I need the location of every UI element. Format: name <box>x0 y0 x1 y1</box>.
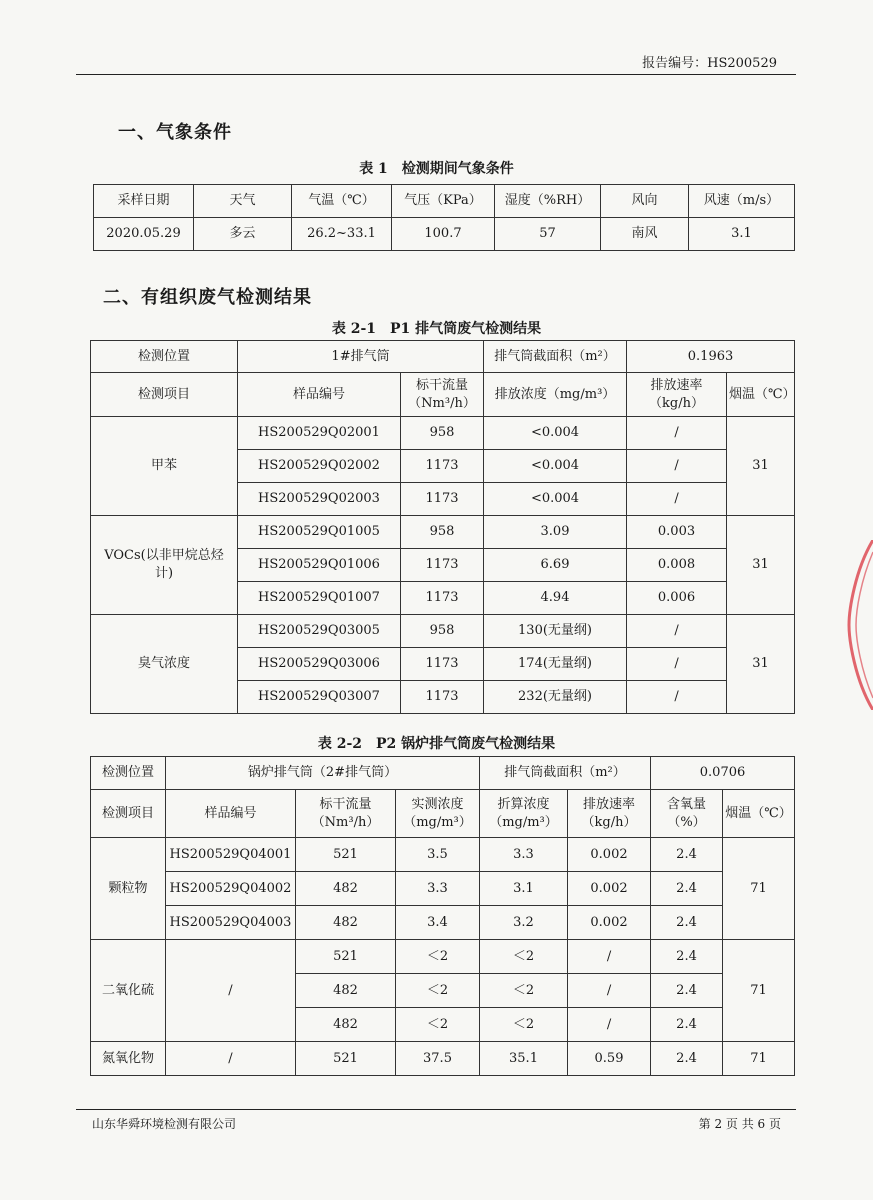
oxygen-value: 2.4 <box>651 940 723 974</box>
p2-item-particulate: 颗粒物 <box>91 838 166 940</box>
measured-value: ＜2 <box>396 974 480 1008</box>
rate-value: / <box>627 615 727 648</box>
weather-data-row <box>94 218 795 251</box>
sample-id: HS200529Q01007 <box>238 582 401 615</box>
rate-value: / <box>627 450 727 483</box>
th-wind-speed: 风速（m/s） <box>689 185 795 218</box>
p2-location-row <box>91 757 795 790</box>
cell-humidity: 57 <box>495 218 601 251</box>
cell-wind-speed: 3.1 <box>689 218 795 251</box>
footer-company: 山东华舜环境检测有限公司 <box>92 1117 237 1131</box>
p1-location-row <box>91 341 795 373</box>
oxygen-value: 2.4 <box>651 1008 723 1042</box>
flow-value: 1173 <box>401 549 484 582</box>
rate-value: / <box>568 1008 651 1042</box>
converted-value: ＜2 <box>480 974 568 1008</box>
rate-value: 0.006 <box>627 582 727 615</box>
sample-id: HS200529Q04003 <box>166 906 296 940</box>
p1-emission-table <box>90 340 795 714</box>
p1-th-temp: 烟温（℃） <box>727 373 795 417</box>
p1-header-row <box>91 373 795 417</box>
p2-temp-nox: 71 <box>723 1042 795 1076</box>
converted-value: ＜2 <box>480 1008 568 1042</box>
p1-th-rate: 排放速率（kg/h） <box>627 373 727 417</box>
cell-weather: 多云 <box>194 218 292 251</box>
p2-th-item: 检测项目 <box>91 790 166 838</box>
rate-value: 0.002 <box>568 838 651 872</box>
rate-value: / <box>627 681 727 714</box>
p2-th-measured: 实测浓度（mg/m³） <box>396 790 480 838</box>
p2-th-sample: 样品编号 <box>166 790 296 838</box>
p2-th-flow: 标干流量（Nm³/h） <box>296 790 396 838</box>
concentration-value: <0.004 <box>484 483 627 516</box>
flow-value: 521 <box>296 1042 396 1076</box>
p1-temp-vocs: 31 <box>727 516 795 615</box>
seal-stamp-fragment <box>847 540 873 710</box>
flow-value: 521 <box>296 838 396 872</box>
p1-temp-odor: 31 <box>727 615 795 714</box>
flow-value: 482 <box>296 872 396 906</box>
th-weather: 天气 <box>194 185 292 218</box>
converted-value: ＜2 <box>480 940 568 974</box>
flow-value: 958 <box>401 417 484 450</box>
table22-caption: 表 2-2 P2 锅炉排气筒废气检测结果 <box>317 736 556 752</box>
flow-value: 958 <box>401 516 484 549</box>
footer-page-number: 第 2 页 共 6 页 <box>698 1117 781 1131</box>
th-date: 采样日期 <box>94 185 194 218</box>
p1-area-label: 排气筒截面积（m²） <box>484 341 627 373</box>
sample-id: HS200529Q03006 <box>238 648 401 681</box>
table-row <box>91 516 795 549</box>
rate-value: 0.59 <box>568 1042 651 1076</box>
sample-id: HS200529Q02003 <box>238 483 401 516</box>
converted-value: 3.2 <box>480 906 568 940</box>
flow-value: 482 <box>296 974 396 1008</box>
rate-value: 0.003 <box>627 516 727 549</box>
concentration-value: 6.69 <box>484 549 627 582</box>
sample-id: HS200529Q04002 <box>166 872 296 906</box>
p2-area-label: 排气筒截面积（m²） <box>480 757 651 790</box>
sample-id: HS200529Q02001 <box>238 417 401 450</box>
table-row <box>91 940 795 974</box>
table-row <box>91 838 795 872</box>
p1-item-toluene: 甲苯 <box>91 417 238 516</box>
section-heading-weather: 一、气象条件 <box>118 122 232 143</box>
sample-id: HS200529Q03007 <box>238 681 401 714</box>
sample-id: HS200529Q01006 <box>238 549 401 582</box>
p1-th-item: 检测项目 <box>91 373 238 417</box>
concentration-value: 232(无量纲) <box>484 681 627 714</box>
p2-item-so2: 二氧化硫 <box>91 940 166 1042</box>
p2-th-rate: 排放速率（kg/h） <box>568 790 651 838</box>
measured-value: 3.5 <box>396 838 480 872</box>
p1-th-flow: 标干流量（Nm³/h） <box>401 373 484 417</box>
table21-caption: 表 2-1 P1 排气筒废气检测结果 <box>331 321 542 337</box>
converted-value: 3.1 <box>480 872 568 906</box>
rate-value: 0.002 <box>568 906 651 940</box>
p1-area-value: 0.1963 <box>627 341 795 373</box>
measured-value: 3.4 <box>396 906 480 940</box>
cell-wind-direction: 南风 <box>601 218 689 251</box>
th-temperature: 气温（℃） <box>292 185 392 218</box>
concentration-value: <0.004 <box>484 450 627 483</box>
oxygen-value: 2.4 <box>651 872 723 906</box>
p2-item-nox: 氮氧化物 <box>91 1042 166 1076</box>
p1-item-vocs: VOCs(以非甲烷总烃计) <box>91 516 238 615</box>
p2-location-value: 锅炉排气筒（2#排气筒） <box>166 757 480 790</box>
p2-sample-so2: / <box>166 940 296 1042</box>
p1-temp-toluene: 31 <box>727 417 795 516</box>
table-row <box>91 417 795 450</box>
p2-location-label: 检测位置 <box>91 757 166 790</box>
flow-value: 521 <box>296 940 396 974</box>
rate-value: 0.002 <box>568 872 651 906</box>
oxygen-value: 2.4 <box>651 906 723 940</box>
p1-item-odor: 臭气浓度 <box>91 615 238 714</box>
footer-rule <box>76 1109 796 1110</box>
weather-header-row <box>94 185 795 218</box>
cell-pressure: 100.7 <box>392 218 495 251</box>
concentration-value: 130(无量纲) <box>484 615 627 648</box>
p2-temp-so2: 71 <box>723 940 795 1042</box>
header-rule <box>76 74 796 75</box>
flow-value: 958 <box>401 615 484 648</box>
p2-header-row <box>91 790 795 838</box>
rate-value: / <box>568 974 651 1008</box>
flow-value: 1173 <box>401 450 484 483</box>
rate-value: 0.008 <box>627 549 727 582</box>
measured-value: ＜2 <box>396 940 480 974</box>
table-row <box>91 615 795 648</box>
rate-value: / <box>627 648 727 681</box>
p2-th-oxygen: 含氧量（%） <box>651 790 723 838</box>
oxygen-value: 2.4 <box>651 838 723 872</box>
th-humidity: 湿度（%RH） <box>495 185 601 218</box>
flow-value: 1173 <box>401 483 484 516</box>
flow-value: 1173 <box>401 582 484 615</box>
sample-id: HS200529Q02002 <box>238 450 401 483</box>
converted-value: 3.3 <box>480 838 568 872</box>
concentration-value: <0.004 <box>484 417 627 450</box>
p2-area-value: 0.0706 <box>651 757 795 790</box>
measured-value: 3.3 <box>396 872 480 906</box>
rate-value: / <box>568 940 651 974</box>
concentration-value: 4.94 <box>484 582 627 615</box>
cell-temperature: 26.2~33.1 <box>292 218 392 251</box>
concentration-value: 3.09 <box>484 516 627 549</box>
flow-value: 482 <box>296 906 396 940</box>
p2-th-converted: 折算浓度（mg/m³） <box>480 790 568 838</box>
table-row <box>91 1042 795 1076</box>
section-heading-emissions: 二、有组织废气检测结果 <box>103 287 312 308</box>
p1-location-value: 1#排气筒 <box>238 341 484 373</box>
concentration-value: 174(无量纲) <box>484 648 627 681</box>
report-number: 报告编号：HS200529 <box>642 56 777 71</box>
p1-th-sample: 样品编号 <box>238 373 401 417</box>
measured-value: ＜2 <box>396 1008 480 1042</box>
p1-location-label: 检测位置 <box>91 341 238 373</box>
p1-th-concentration: 排放浓度（mg/m³） <box>484 373 627 417</box>
cell-date: 2020.05.29 <box>94 218 194 251</box>
oxygen-value: 2.4 <box>651 1042 723 1076</box>
p2-sample-nox: / <box>166 1042 296 1076</box>
rate-value: / <box>627 417 727 450</box>
sample-id: HS200529Q04001 <box>166 838 296 872</box>
flow-value: 482 <box>296 1008 396 1042</box>
p2-th-temp: 烟温（℃） <box>723 790 795 838</box>
oxygen-value: 2.4 <box>651 974 723 1008</box>
table-row <box>91 872 795 906</box>
sample-id: HS200529Q01005 <box>238 516 401 549</box>
p2-temp-particulate: 71 <box>723 838 795 940</box>
flow-value: 1173 <box>401 681 484 714</box>
th-wind-direction: 风向 <box>601 185 689 218</box>
weather-table <box>93 184 795 251</box>
th-pressure: 气压（KPa） <box>392 185 495 218</box>
sample-id: HS200529Q03005 <box>238 615 401 648</box>
flow-value: 1173 <box>401 648 484 681</box>
measured-value: 37.5 <box>396 1042 480 1076</box>
table-row <box>91 906 795 940</box>
converted-value: 35.1 <box>480 1042 568 1076</box>
table1-caption: 表 1 检测期间气象条件 <box>359 161 514 177</box>
p2-emission-table <box>90 756 795 1076</box>
rate-value: / <box>627 483 727 516</box>
